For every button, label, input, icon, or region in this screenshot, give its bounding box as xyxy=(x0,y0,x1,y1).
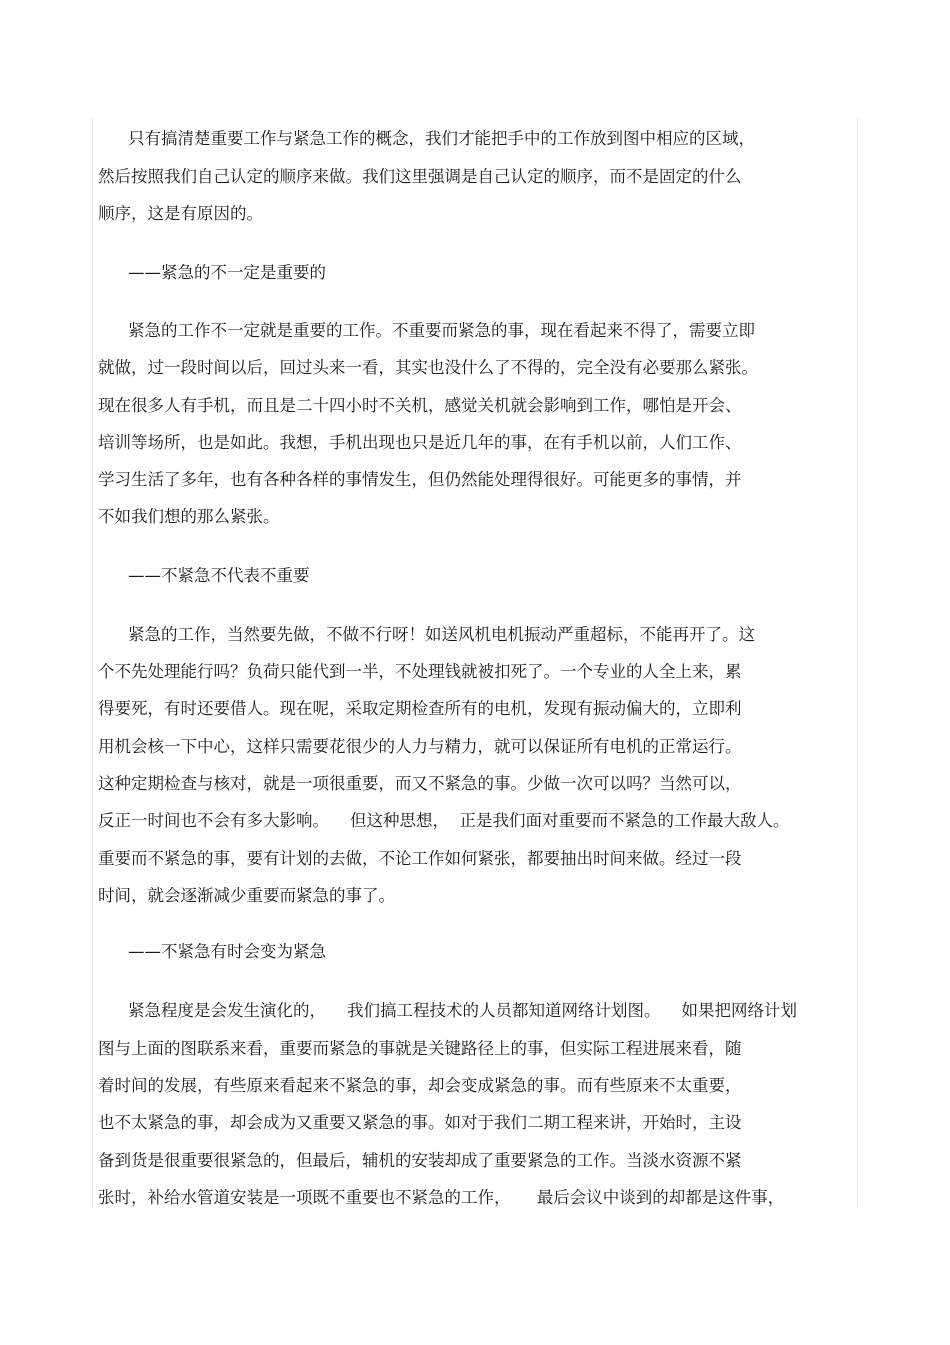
paragraph-line: 这种定期检查与核对，就是一项很重要，而又不紧急的事。少做一次可以吗？当然可以， xyxy=(98,774,742,793)
paragraph-line: 也不太紧急的事，却会成为又重要又紧急的事。如对于我们二期工程来讲，开始时，主设 xyxy=(98,1113,742,1132)
paragraph-line: 个不先处理能行吗？负荷只能代到一半，不处理钱就被扣死了。一个专业的人全上来，累 xyxy=(98,662,742,681)
paragraph-line: 培训等场所，也是如此。我想，手机出现也只是近几年的事，在有手机以前，人们工作、 xyxy=(98,433,742,452)
paragraph-line: 图与上面的图联系来看，重要而紧急的事就是关键路径上的事，但实际工程进展来看，随 xyxy=(98,1039,742,1058)
paragraph-line: 只有搞清楚重要工作与紧急工作的概念，我们才能把手中的工作放到图中相应的区域， xyxy=(128,129,755,148)
paragraph-line: 不如我们想的那么紧张。 xyxy=(98,507,280,526)
paragraph-line: 得要死，有时还要借人。现在呢，采取定期检查所有的电机，发现有振动偏大的，立即利 xyxy=(98,699,742,718)
paragraph-line: 时间，就会逐渐减少重要而紧急的事了。 xyxy=(98,886,395,905)
section-heading: ——紧急的不一定是重要的 xyxy=(128,263,326,282)
paragraph-line: 用机会核一下中心，这样只需要花很少的人力与精力，就可以保证所有电机的正常运行。 xyxy=(98,737,742,756)
paragraph-line: 紧急程度是会发生演化的， 我们搞工程技术的人员都知道网络计划图。 如果把网络计划 xyxy=(128,1001,797,1020)
paragraph-line: 重要而不紧急的事，要有计划的去做，不论工作如何紧张，都要抽出时间来做。经过一段 xyxy=(98,849,742,868)
paragraph-line: 紧急的工作不一定就是重要的工作。不重要而紧急的事，现在看起来不得了，需要立即 xyxy=(128,321,755,340)
paragraph-line: 学习生活了多年，也有各种各样的事情发生，但仍然能处理得很好。可能更多的事情，并 xyxy=(98,470,742,489)
paragraph-line: 张时，补给水管道安装是一项既不重要也不紧急的工作， 最后会议中谈到的却都是这件事， xyxy=(98,1188,785,1207)
paragraph-line: 现在很多人有手机，而且是二十四小时不关机，感觉关机就会影响到工作，哪怕是开会、 xyxy=(98,396,742,415)
paragraph-line: 紧急的工作，当然要先做，不做不行呀！如送风机电机振动严重超标，不能再开了。这 xyxy=(128,625,755,644)
paragraph-line: 备到货是很重要很紧急的，但最后，辅机的安装却成了重要紧急的工作。当淡水资源不紧 xyxy=(98,1151,742,1170)
paragraph-line: 就做，过一段时间以后，回过头来一看，其实也没什么了不得的，完全没有必要那么紧张。 xyxy=(98,358,758,377)
section-heading: ——不紧急不代表不重要 xyxy=(128,566,310,585)
paragraph-line: 然后按照我们自己认定的顺序来做。我们这里强调是自己认定的顺序，而不是固定的什么 xyxy=(98,167,742,186)
section-heading: ——不紧急有时会变为紧急 xyxy=(128,942,326,961)
paragraph-line: 着时间的发展，有些原来看起来不紧急的事，却会变成紧急的事。而有些原来不太重要， xyxy=(98,1076,742,1095)
paragraph-line: 反正一时间也不会有多大影响。 但这种思想， 正是我们面对重要而不紧急的工作最大敌人。 xyxy=(98,811,790,830)
paragraph-line: 顺序，这是有原因的。 xyxy=(98,204,263,223)
